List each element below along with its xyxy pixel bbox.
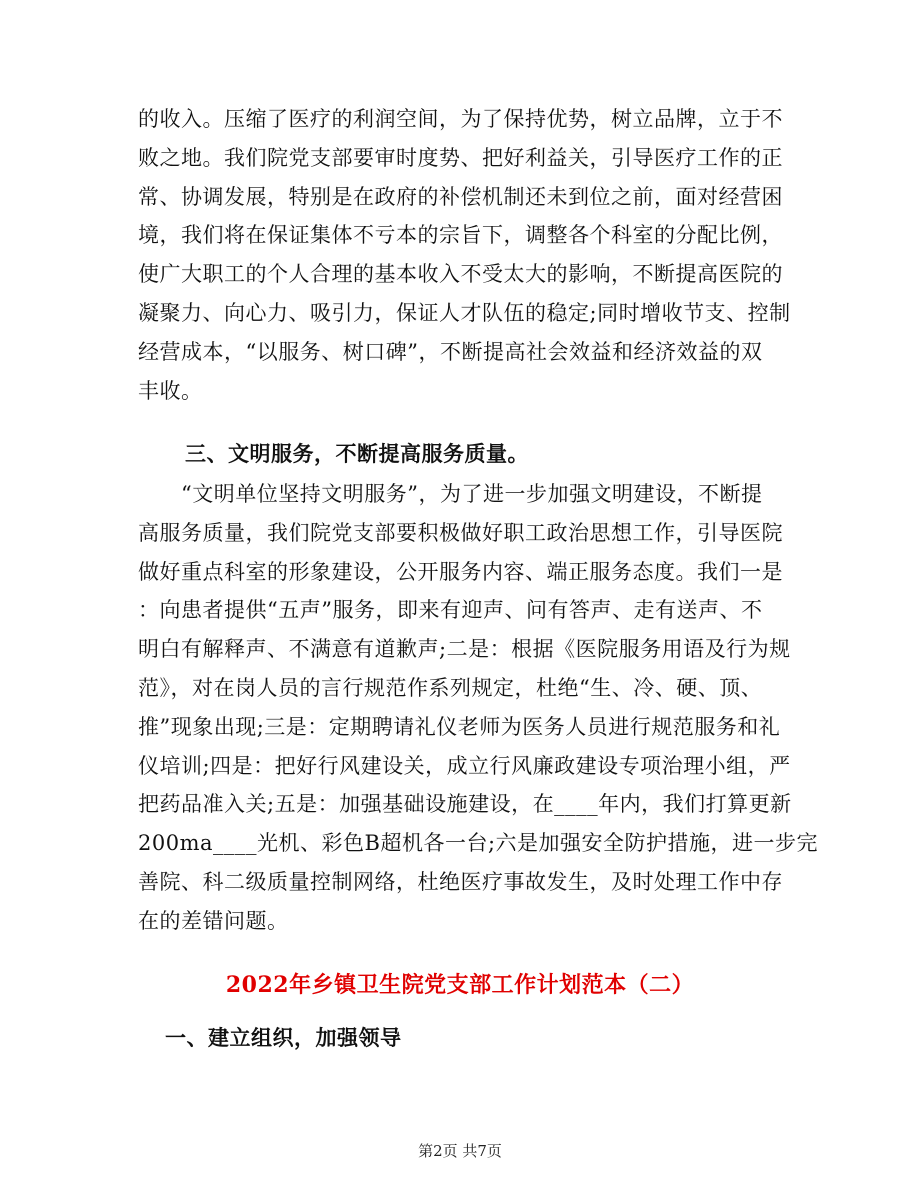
- text-line: 做好重点科室的形象建设，公开服务内容、端正服务态度。我们一是: [138, 559, 783, 584]
- text-line: 败之地。我们院党支部要审时度势、把好利益关，引导医疗工作的正: [138, 145, 783, 170]
- text-line: 的收入。压缩了医疗的利润空间，为了保持优势，树立品牌，立于不: [138, 107, 783, 131]
- paragraph-civilized-service: [138, 475, 819, 941]
- text-line: 明白有解释声、不满意有道歉声;二是：根据《医院服务用语及行为规: [138, 637, 791, 662]
- text-line: 范》，对在岗人员的言行规范作系列规定，杜绝“生、冷、硬、顶、: [138, 675, 763, 700]
- text-line: 经营成本，“以服务、树口碑”，不断提高社会效益和经济效益的双: [138, 339, 763, 364]
- text-line: 推”现象出现;三是：定期聘请礼仪老师为医务人员进行规范服务和礼: [138, 714, 781, 739]
- text-line: 境，我们将在保证集体不亏本的宗旨下，调整各个科室的分配比例，: [138, 223, 783, 248]
- paragraph-income: [138, 100, 791, 410]
- document-section-title: 2022年乡镇卫生院党支部工作计划范本（二）: [225, 972, 695, 998]
- page-number-footer: 第2页 共7页: [418, 1142, 502, 1160]
- text-line: 善院、科二级质量控制网络，杜绝医疗事故发生，及时处理工作中存: [138, 869, 783, 894]
- text-line: 丰收。: [138, 378, 203, 403]
- text-line: 使广大职工的个人合理的基本收入不受太大的影响，不断提高医院的: [138, 262, 783, 287]
- section-heading-organization: 一、建立组织，加强领导: [165, 1025, 402, 1050]
- text-line: 凝聚力、向心力、吸引力，保证人才队伍的稳定;同时增收节支、控制: [138, 300, 791, 325]
- text-line: 在的差错问题。: [138, 908, 289, 933]
- text-line: ：向患者提供“五声”服务，即来有迎声、问有答声、走有送声、不: [138, 598, 763, 623]
- text-line: 把药品准入关;五是：加强基础设施建设，在____年内，我们打算更新: [138, 792, 792, 817]
- text-line: 仪培训;四是：把好行风建设关，成立行风廉政建设专项治理小组，严: [138, 753, 791, 778]
- text-line: 常、协调发展，特别是在政府的补偿机制还未到位之前，面对经营困: [138, 184, 783, 209]
- text-line: 高服务质量，我们院党支部要积极做好职工政治思想工作，引导医院: [138, 520, 783, 545]
- text-line: 200ma____光机、彩色B超机各一台;六是加强安全防护措施，进一步完: [138, 831, 819, 856]
- section-heading-civilized-service: 三、文明服务，不断提高服务质量。: [185, 441, 529, 466]
- text-line: “文明单位坚持文明服务”，为了进一步加强文明建设，不断提: [138, 482, 763, 506]
